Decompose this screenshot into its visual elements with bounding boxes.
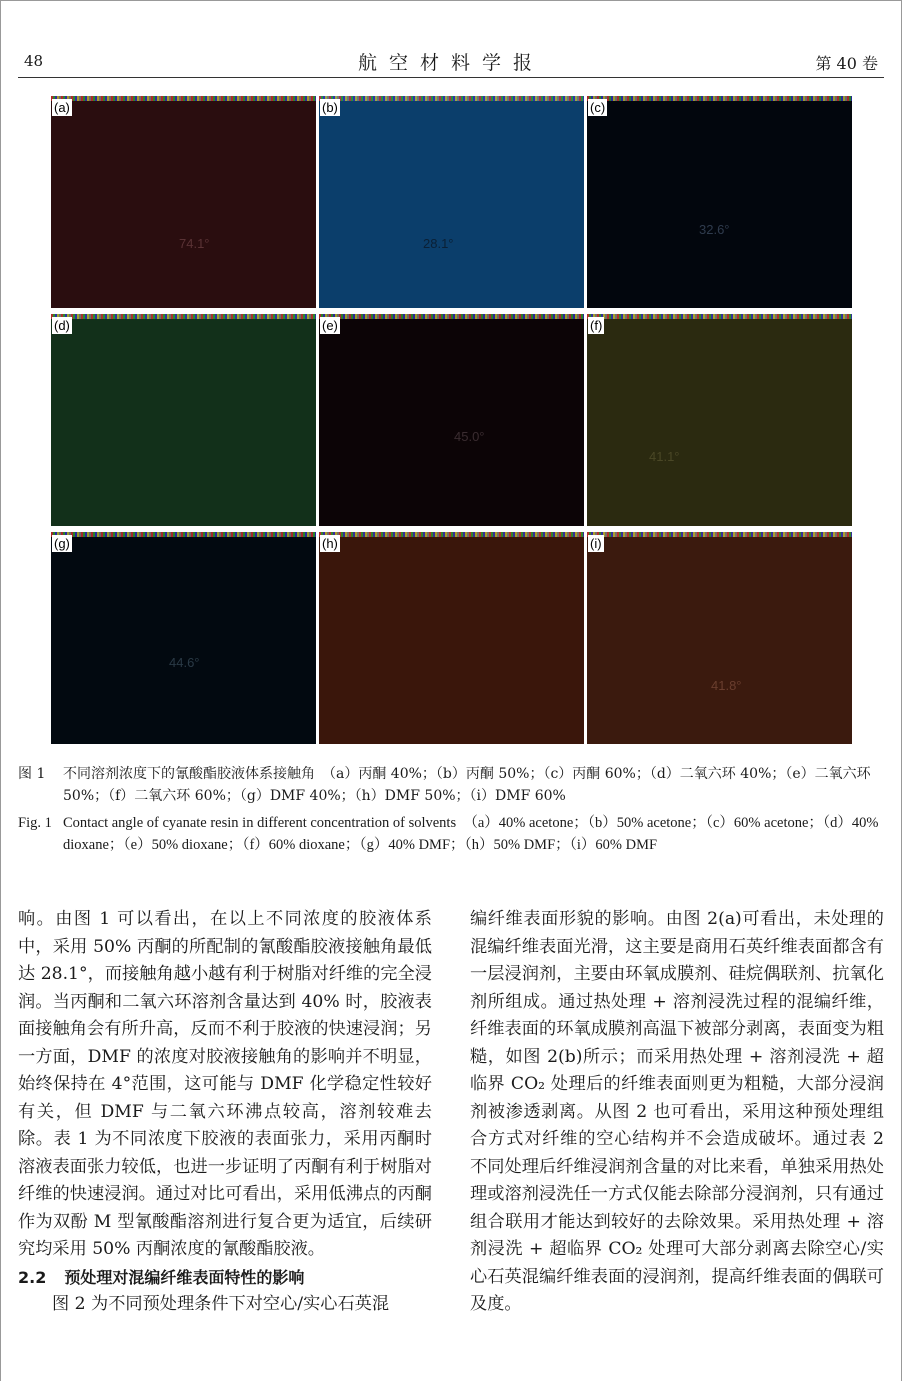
panel-contact-angle: 28.1° — [423, 236, 454, 251]
panel-contact-angle: 41.1° — [649, 449, 680, 464]
panel-noise-strip — [587, 314, 852, 319]
panel-noise-strip — [51, 532, 316, 537]
caption-cn-label: 图 1 — [18, 766, 46, 782]
panel-label: (g) — [54, 536, 70, 551]
section-heading — [18, 1264, 432, 1292]
panel-label: (f) — [590, 318, 603, 333]
right-paragraph-1: 编纤维表面形貌的影响。由图 2(a)可看出，未处理的混编纤维表面光滑，这主要是商用石英纤维表面都含有一层浸润剂，主要由环氧成膜剂、硅烷偶联剂、抗氧化剂所组成。通过热处理 + 溶剂浸洗过程的混编纤维，纤维表面的环氧成膜剂高温下被部分剥离，表面变为粗糙，如图 2(b)所示；而采用热处理 + 溶剂浸洗 + 超临界 CO₂ 处理后的纤维表面则更为粗糙，大部分浸润剂被渗透剥离。从图 2 也可看出，采用这种预处理组合方式对纤维的空心结构并不会造成破坏。通过表 2 不同处理后纤维浸润剂含量的对比来看，单独采用热处理或溶剂浸洗任一方式仅能去除部分浸润剂，只有通过组合联用才能达到较好的去除效果。采用热处理 + 溶剂浸洗 + 超临界 CO₂ 处理可大部分剥离去除空心/实心石英混编纤维表面的浸润剂，提高纤维表面的偶联可及度。 — [470, 909, 884, 1314]
panel-label: (a) — [54, 100, 70, 115]
figure-panel-i — [587, 532, 852, 744]
panel-noise-strip — [587, 532, 852, 537]
panel-noise-strip — [319, 314, 584, 319]
section-number: 2.2 — [18, 1267, 47, 1287]
figure-panel-c — [587, 96, 852, 308]
caption-cn-body: 不同溶剂浓度下的氰酸酯胶液体系接触角 （a）丙酮 40%；（b）丙酮 50%；（c）丙酮 60%；（d）二氧六环 40%；（e）二氧六环 50%；（f）二氧六环 60%；（g）DMF 40%；（h）DMF 50%；（i）DMF 60% — [63, 766, 871, 804]
figure-panel-e — [319, 314, 584, 526]
running-header — [18, 48, 884, 74]
panel-noise-strip — [319, 96, 584, 101]
figure-panel-b — [319, 96, 584, 308]
panel-label: (e) — [322, 318, 338, 333]
panel-noise-strip — [587, 96, 852, 101]
panel-label: (d) — [54, 318, 70, 333]
panel-label: (i) — [590, 536, 602, 551]
panel-contact-angle: 41.8° — [711, 678, 742, 693]
panel-label: (c) — [590, 100, 606, 115]
right-column — [470, 906, 884, 1319]
left-column — [18, 906, 432, 1319]
panel-noise-strip — [51, 314, 316, 319]
panel-contact-angle: 45.0° — [454, 429, 485, 444]
left-paragraph-1: 响。由图 1 可以看出，在以上不同浓度的胶液体系中，采用 50% 丙酮的所配制的氰酸酯胶液接触角最低达 28.1°，而接触角越小越有利于树脂对纤维的完全浸润。当丙酮和二氧六环溶剂含量达到 40% 时，胶液表面接触角会有所升高，反而不利于胶液的快速浸润；另一方面，DMF 的浓度对胶液接触角的影响并不明显，始终保持在 4°范围，这可能与 DMF 化学稳定性较好有关，但 DMF 与二氧六环沸点较高，溶剂较难去除。表 1 为不同浓度下胶液的表面张力，采用丙酮时溶液表面张力较低，也进一步证明了丙酮有利于树脂对纤维的快速浸润。通过对比可看出，采用低沸点的丙酮作为双酚 M 型氰酸酯溶剂进行复合更为适宜，后续研究均采用 50% 丙酮浓度的氰酸酯胶液。 — [18, 909, 432, 1259]
panel-label: (h) — [322, 536, 338, 551]
header-rule — [18, 77, 884, 78]
figure-panel-d — [51, 314, 316, 526]
section-title: 预处理对混编纤维表面特性的影响 — [64, 1267, 305, 1287]
panel-noise-strip — [319, 532, 584, 537]
journal-title: 航空材料学报 — [357, 52, 544, 74]
caption-en-label: Fig. 1 — [18, 815, 52, 831]
figure-panel-g — [51, 532, 316, 744]
panel-contact-angle: 74.1° — [179, 236, 210, 251]
page-number: 48 — [24, 52, 44, 70]
panel-contact-angle: 32.6° — [699, 222, 730, 237]
panel-label: (b) — [322, 100, 338, 115]
figure-panel-a — [51, 96, 316, 308]
figure-contact-angles — [51, 96, 852, 743]
figure-panel-h — [319, 532, 584, 744]
left-paragraph-2: 图 2 为不同预处理条件下对空心/实心石英混 — [52, 1294, 390, 1314]
figure-panel-f — [587, 314, 852, 526]
panel-noise-strip — [51, 96, 316, 101]
volume-label: 第 40 卷 — [815, 54, 878, 73]
caption-en-body: Contact angle of cyanate resin in different concentration of solvents （a）40% acetone；（b）50% acetone；（c）60% acetone；（d）40% dioxane；（e）50% dioxane；（f）60% dioxane；（g）40% DMF；（h）50% DMF；（i）60% DMF — [63, 815, 879, 853]
panel-contact-angle: 44.6° — [169, 655, 200, 670]
